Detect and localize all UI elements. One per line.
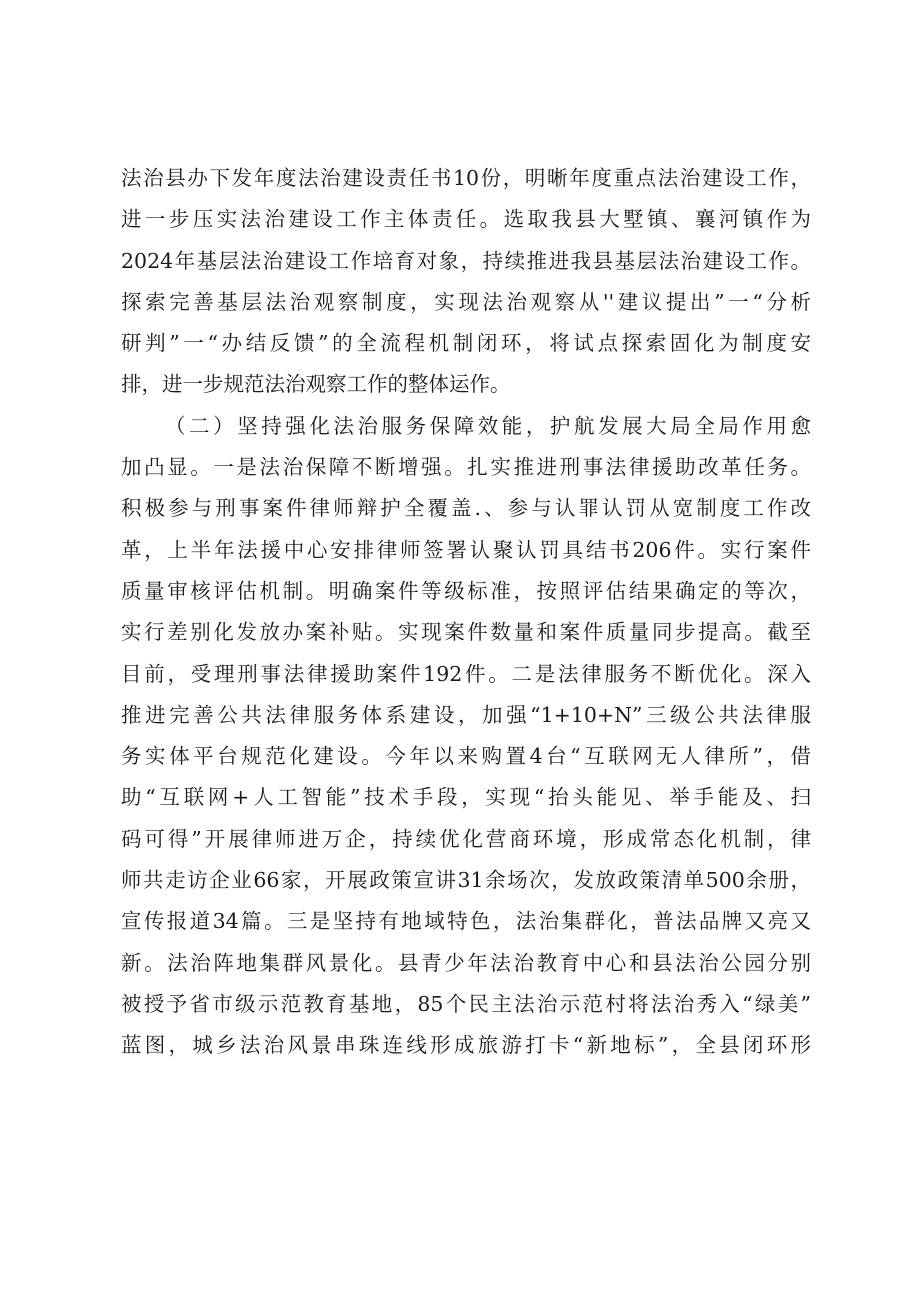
text-line: 目前，受理刑事法律援助案件192件。二是法律服务不断优化。深入 [121,661,811,686]
text-line: 新。法治阵地集群风景化。县青少年法治教育中心和县法治公园分别 [121,950,811,975]
body-text [121,158,811,1067]
text-line: 蓝图，城乡法治风景串珠连线形成旅游打卡“新地标”，全县闭环形 [121,1033,811,1058]
text-line: 研判”一“办结反馈”的全流程机制闭环，将试点探索固化为制度安 [121,331,811,356]
text-line: 加凸显。一是法治保障不断增强。扎实推进刑事法律援助改革任务。 [121,455,811,480]
text-line: 排，进一步规范法治观察工作的整体运作。 [121,372,511,397]
text-line: 2024年基层法治建设工作培育对象，持续推进我县基层法治建设工作。 [121,248,811,273]
text-line: 宣传报道34篇。三是坚持有地域特色，法治集群化，普法品牌又亮又 [121,909,811,934]
text-line: 积极参与刑事案件律师辩护全覆盖.、参与认罪认罚从宽制度工作改 [121,496,811,521]
text-line: 务实体平台规范化建设。今年以来购置4台“互联网无人律所”，借 [121,744,811,769]
text-line: 推进完善公共法律服务体系建设，加强“1+10+N”三级公共法律服 [121,702,811,727]
text-line: 质量审核评估机制。明确案件等级标准，按照评估结果确定的等次， [121,578,811,603]
text-line: 码可得”开展律师进万企，持续优化营商环境，形成常态化机制，律 [121,826,811,851]
text-line: 进一步压实法治建设工作主体责任。选取我县大墅镇、襄河镇作为 [121,207,811,232]
text-line: 助“互联网+人工智能”技术手段，实现“抬头能见、举手能及、扫 [121,785,811,810]
text-line: 革，上半年法援中心安排律师签署认聚认罚具结书206件。实行案件 [121,537,811,562]
text-line: 实行差别化发放办案补贴。实现案件数量和案件质量同步提高。截至 [121,620,811,645]
text-line: 被授予省市级示范教育基地，85个民主法治示范村将法治秀入“绿美” [121,991,811,1016]
text-line: 探索完善基层法治观察制度，实现法治观察从''建议提出”一“分析 [121,289,811,314]
text-line: 师共走访企业66家，开展政策宣讲31余场次，发放政策清单500余册， [121,868,811,893]
text-line: 法治县办下发年度法治建设责任书10份，明晰年度重点法治建设工作， [121,166,811,190]
section-heading-line: （二）坚持强化法治服务保障效能，护航发展大局全局作用愈 [165,413,811,438]
